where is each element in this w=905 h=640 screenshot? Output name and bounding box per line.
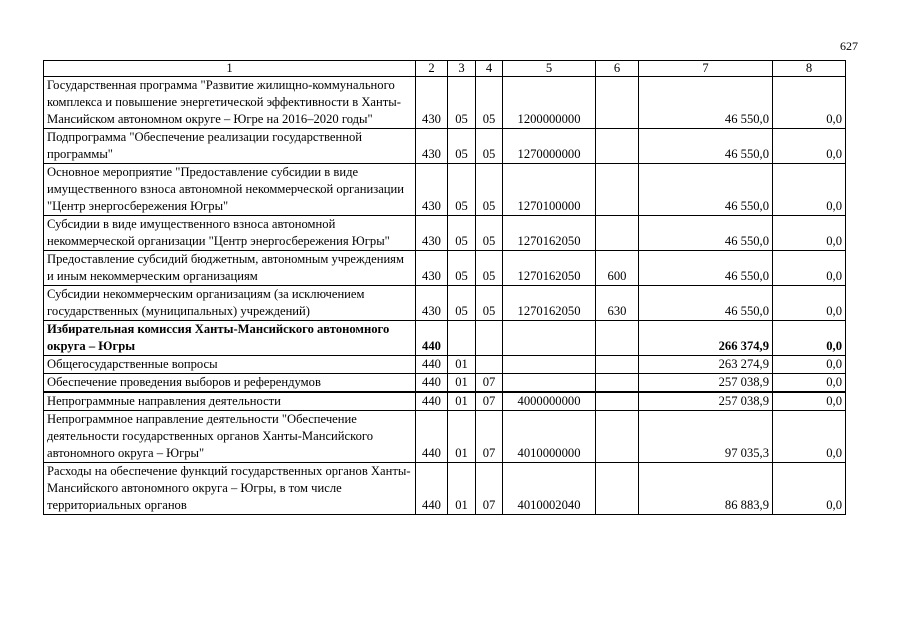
row-expense-type <box>596 411 639 463</box>
row-target-article <box>503 374 596 393</box>
row-amount: 46 550,0 <box>639 77 773 129</box>
row-ministry-code: 430 <box>416 129 448 164</box>
row-amount: 257 038,9 <box>639 374 773 393</box>
row-name-cell: Предоставление субсидий бюджетным, автономным учреждениям и иным некоммерческим организациям <box>44 251 416 286</box>
table-row <box>44 216 846 251</box>
row-name-cell: Подпрограмма "Обеспечение реализации государственной программы" <box>44 129 416 164</box>
table-row <box>44 164 846 216</box>
row-amount-federal: 0,0 <box>773 392 846 411</box>
row-ministry-code: 440 <box>416 356 448 374</box>
row-amount: 86 883,9 <box>639 463 773 515</box>
row-expense-type: 600 <box>596 251 639 286</box>
row-subsection-code <box>476 321 503 356</box>
row-expense-type <box>596 164 639 216</box>
row-amount-federal: 0,0 <box>773 129 846 164</box>
header-cell-8: 8 <box>773 61 846 77</box>
table-row <box>44 286 846 321</box>
header-cell-7: 7 <box>639 61 773 77</box>
row-name-cell: Общегосударственные вопросы <box>44 356 416 374</box>
row-subsection-code: 07 <box>476 411 503 463</box>
row-name-cell: Субсидии некоммерческим организациям (за исключением государственных (муниципальных) учреждений) <box>44 286 416 321</box>
row-amount: 46 550,0 <box>639 251 773 286</box>
budget-table <box>43 60 846 515</box>
row-amount-federal: 0,0 <box>773 251 846 286</box>
row-target-article <box>503 356 596 374</box>
row-amount-federal: 0,0 <box>773 374 846 393</box>
table-header-row <box>44 61 846 77</box>
row-ministry-code: 440 <box>416 374 448 393</box>
row-name-cell: Государственная программа "Развитие жилищно-коммунального комплекса и повышение энергетической эффективности в Ханты-Мансийском автономном округе – Югре на 2016–2020 годы" <box>44 77 416 129</box>
row-amount-federal: 0,0 <box>773 356 846 374</box>
row-section-code: 05 <box>448 216 476 251</box>
row-amount: 97 035,3 <box>639 411 773 463</box>
row-amount-federal: 0,0 <box>773 216 846 251</box>
row-amount: 46 550,0 <box>639 216 773 251</box>
row-expense-type <box>596 374 639 393</box>
row-amount-federal: 0,0 <box>773 463 846 515</box>
row-amount-federal: 0,0 <box>773 77 846 129</box>
row-ministry-code: 430 <box>416 77 448 129</box>
row-target-article: 1200000000 <box>503 77 596 129</box>
header-cell-5: 5 <box>503 61 596 77</box>
row-section-code: 05 <box>448 77 476 129</box>
row-target-article: 1270100000 <box>503 164 596 216</box>
header-cell-4: 4 <box>476 61 503 77</box>
row-name-cell: Основное мероприятие "Предоставление субсидии в виде имущественного взноса автономной некоммерческой организации "Центр энергосбережения Югры" <box>44 164 416 216</box>
row-amount-federal: 0,0 <box>773 164 846 216</box>
header-cell-3: 3 <box>448 61 476 77</box>
header-cell-6: 6 <box>596 61 639 77</box>
row-name-cell: Субсидии в виде имущественного взноса автономной некоммерческой организации "Центр энергосбережения Югры" <box>44 216 416 251</box>
row-amount: 266 374,9 <box>639 321 773 356</box>
header-cell-2: 2 <box>416 61 448 77</box>
table-row <box>44 251 846 286</box>
table-row <box>44 392 846 411</box>
row-expense-type <box>596 216 639 251</box>
table-row <box>44 463 846 515</box>
row-amount: 263 274,9 <box>639 356 773 374</box>
row-subsection-code: 05 <box>476 164 503 216</box>
row-amount-federal: 0,0 <box>773 286 846 321</box>
row-section-code: 01 <box>448 356 476 374</box>
page-number: 627 <box>840 39 858 53</box>
row-ministry-code: 440 <box>416 392 448 411</box>
row-section-code: 05 <box>448 129 476 164</box>
table-row <box>44 374 846 393</box>
row-amount: 46 550,0 <box>639 286 773 321</box>
row-ministry-code: 430 <box>416 216 448 251</box>
row-subsection-code: 05 <box>476 286 503 321</box>
row-amount: 46 550,0 <box>639 164 773 216</box>
row-expense-type <box>596 129 639 164</box>
row-target-article: 4010002040 <box>503 463 596 515</box>
row-target-article: 1270162050 <box>503 251 596 286</box>
row-target-article: 4010000000 <box>503 411 596 463</box>
row-section-code: 01 <box>448 392 476 411</box>
table-row <box>44 411 846 463</box>
row-name-cell: Обеспечение проведения выборов и референдумов <box>44 374 416 393</box>
row-name-cell: Непрограммное направление деятельности "Обеспечение деятельности государственных органов Ханты-Мансийского автономного округа – Югры" <box>44 411 416 463</box>
row-target-article <box>503 321 596 356</box>
row-section-code: 01 <box>448 374 476 393</box>
row-ministry-code: 440 <box>416 463 448 515</box>
table-row <box>44 77 846 129</box>
row-name-cell: Непрограммные направления деятельности <box>44 392 416 411</box>
row-expense-type: 630 <box>596 286 639 321</box>
row-subsection-code: 07 <box>476 463 503 515</box>
row-subsection-code: 07 <box>476 374 503 393</box>
row-expense-type <box>596 463 639 515</box>
row-ministry-code: 440 <box>416 321 448 356</box>
row-section-code: 01 <box>448 411 476 463</box>
row-subsection-code: 05 <box>476 216 503 251</box>
table-row <box>44 129 846 164</box>
row-expense-type <box>596 77 639 129</box>
row-ministry-code: 430 <box>416 164 448 216</box>
row-subsection-code: 05 <box>476 129 503 164</box>
row-section-code: 05 <box>448 251 476 286</box>
row-section-code: 05 <box>448 286 476 321</box>
row-expense-type <box>596 321 639 356</box>
row-target-article: 1270000000 <box>503 129 596 164</box>
row-section-code: 01 <box>448 463 476 515</box>
row-subsection-code: 05 <box>476 251 503 286</box>
row-ministry-code: 430 <box>416 286 448 321</box>
row-subsection-code: 07 <box>476 392 503 411</box>
row-target-article: 4000000000 <box>503 392 596 411</box>
row-target-article: 1270162050 <box>503 286 596 321</box>
row-section-code <box>448 321 476 356</box>
row-ministry-code: 430 <box>416 251 448 286</box>
row-section-code: 05 <box>448 164 476 216</box>
row-ministry-code: 440 <box>416 411 448 463</box>
table-row <box>44 356 846 374</box>
row-amount-federal: 0,0 <box>773 321 846 356</box>
table-row-section-total <box>44 321 846 356</box>
row-target-article: 1270162050 <box>503 216 596 251</box>
row-expense-type <box>596 392 639 411</box>
row-name-cell: Расходы на обеспечение функций государственных органов Ханты-Мансийского автономного округа – Югры, в том числе территориальных органов <box>44 463 416 515</box>
row-name-cell: Избирательная комиссия Ханты-Мансийского автономного округа – Югры <box>44 321 416 356</box>
row-amount: 257 038,9 <box>639 392 773 411</box>
row-expense-type <box>596 356 639 374</box>
header-cell-1: 1 <box>44 61 416 77</box>
row-amount: 46 550,0 <box>639 129 773 164</box>
row-amount-federal: 0,0 <box>773 411 846 463</box>
row-subsection-code <box>476 356 503 374</box>
row-subsection-code: 05 <box>476 77 503 129</box>
